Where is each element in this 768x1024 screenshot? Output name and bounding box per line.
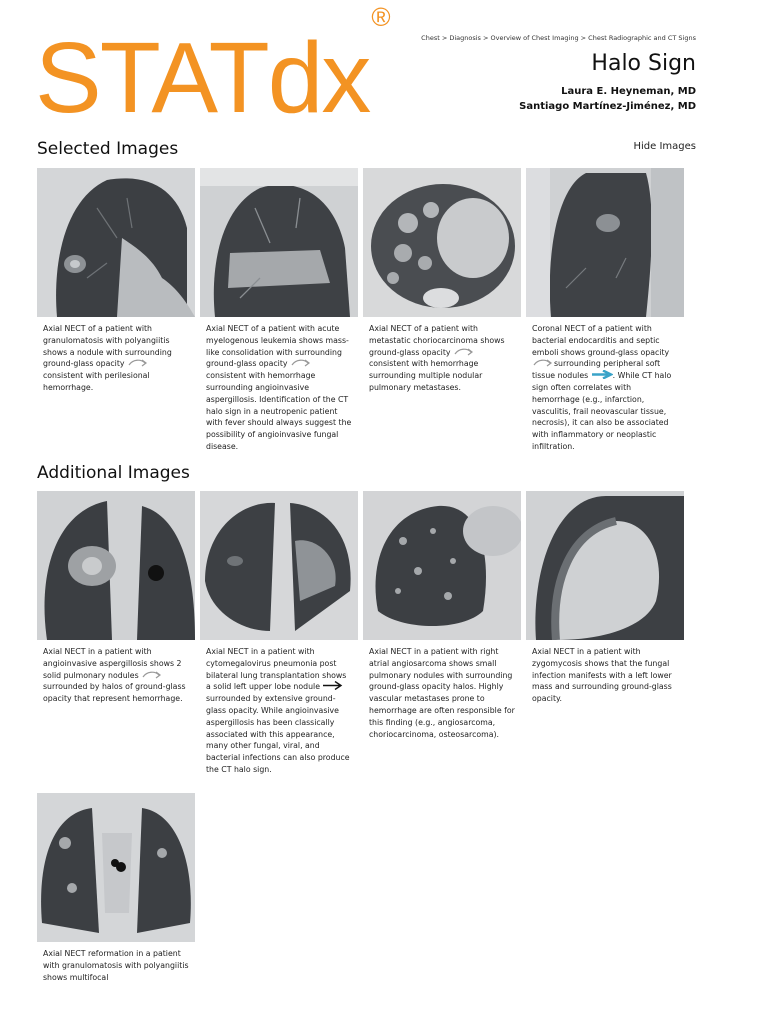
figure-additional-3: [363, 491, 521, 740]
ct-image[interactable]: [526, 491, 684, 640]
ct-image[interactable]: [200, 491, 358, 640]
ct-image[interactable]: [37, 168, 195, 317]
author-1: Laura E. Heyneman, MD: [561, 86, 696, 97]
curved-arrow-icon: [290, 358, 312, 367]
caption: Axial NECT reformation in a patient with granulomatosis with polyangiitis shows multifocal: [43, 949, 189, 982]
curved-arrow-icon: [532, 358, 554, 367]
figure-selected-2: [200, 168, 358, 453]
ct-image[interactable]: [200, 168, 358, 317]
caption: Coronal NECT of a patient with bacterial endocarditis and septic emboli shows ground-glass opacity surrounding peripheral soft tissue nodules . While CT halo sign often correlates with hemorrhage (e.g., infarction, vasculitis, frail neovascular tissue, necrosis), it can also be associated with inflammatory or neoplastic infiltration.: [532, 324, 672, 451]
ct-image[interactable]: [526, 168, 684, 317]
caption: Axial NECT of a patient with acute myelogenous leukemia shows mass-like consolidation with surrounding ground-glass opacity consistent with hemorrhage surrounding angioinvasive aspergillosis. Identification of the CT halo sign in a neutropenic patient with fever should always suggest the possibility of angioinvasive fungal disease.: [206, 324, 352, 451]
curved-arrow-icon: [453, 347, 475, 356]
caption: Axial NECT of a patient with granulomatosis with polyangiitis shows a nodule with surrounding ground-glass opacity consistent with perilesional hemorrhage.: [43, 324, 172, 392]
additional-images-heading: Additional Images: [37, 463, 190, 483]
curved-arrow-icon: [141, 670, 163, 679]
open-arrow-icon: [591, 370, 613, 379]
caption: Axial NECT in a patient with right atrial angiosarcoma shows small pulmonary nodules with surrounding ground-glass opacity halos. Highly vascular metastases prone to hemorrhage are often responsible for this finding (e.g., angiosarcoma, choriocarcinoma, osteosarcoma).: [369, 647, 515, 739]
page-title: Halo Sign: [591, 51, 696, 76]
ct-image[interactable]: [363, 491, 521, 640]
ct-image[interactable]: [37, 793, 195, 942]
author-2: Santiago Martínez-Jiménez, MD: [519, 101, 696, 112]
caption: Axial NECT in a patient with cytomegalovirus pneumonia post bilateral lung transplantation shows a solid left upper lobe nodule surrounded by extensive ground-glass opacity. While angioinvasive aspergillosis has been classically associated with this appearance, many other fungal, viral, and bacterial infections can also produce the CT halo sign.: [206, 647, 350, 774]
logo-text: STATdx: [35, 22, 370, 134]
figure-selected-4: [526, 168, 684, 453]
statdx-logo: [35, 1, 391, 134]
ct-image[interactable]: [363, 168, 521, 317]
ct-image[interactable]: [37, 491, 195, 640]
caption: Axial NECT in a patient with zygomycosis shows that the fungal infection manifests with a left lower mass and surrounding ground-glass opacity.: [532, 647, 672, 704]
curved-arrow-icon: [127, 358, 149, 367]
figure-additional-2: [200, 491, 358, 776]
straight-arrow-icon: [322, 681, 344, 690]
registered-mark: ®: [371, 1, 391, 32]
breadcrumb[interactable]: Chest > Diagnosis > Overview of Chest Imaging > Chest Radiographic and CT Signs: [421, 34, 696, 42]
figure-selected-1: [37, 168, 195, 394]
figure-additional-1: [37, 491, 195, 705]
figure-additional-5: [37, 793, 195, 983]
caption: Axial NECT of a patient with metastatic choriocarcinoma shows ground-glass opacity consistent with hemorrhage surrounding multiple nodular pulmonary metastases.: [369, 324, 505, 392]
hide-images-link[interactable]: Hide Images: [633, 141, 696, 152]
figure-selected-3: [363, 168, 521, 394]
figure-additional-4: [526, 491, 684, 705]
caption: Axial NECT in a patient with angioinvasive aspergillosis shows 2 solid pulmonary nodules surrounded by halos of ground-glass opacity that represent hemorrhage.: [43, 647, 186, 704]
selected-images-heading: Selected Images: [37, 139, 179, 159]
